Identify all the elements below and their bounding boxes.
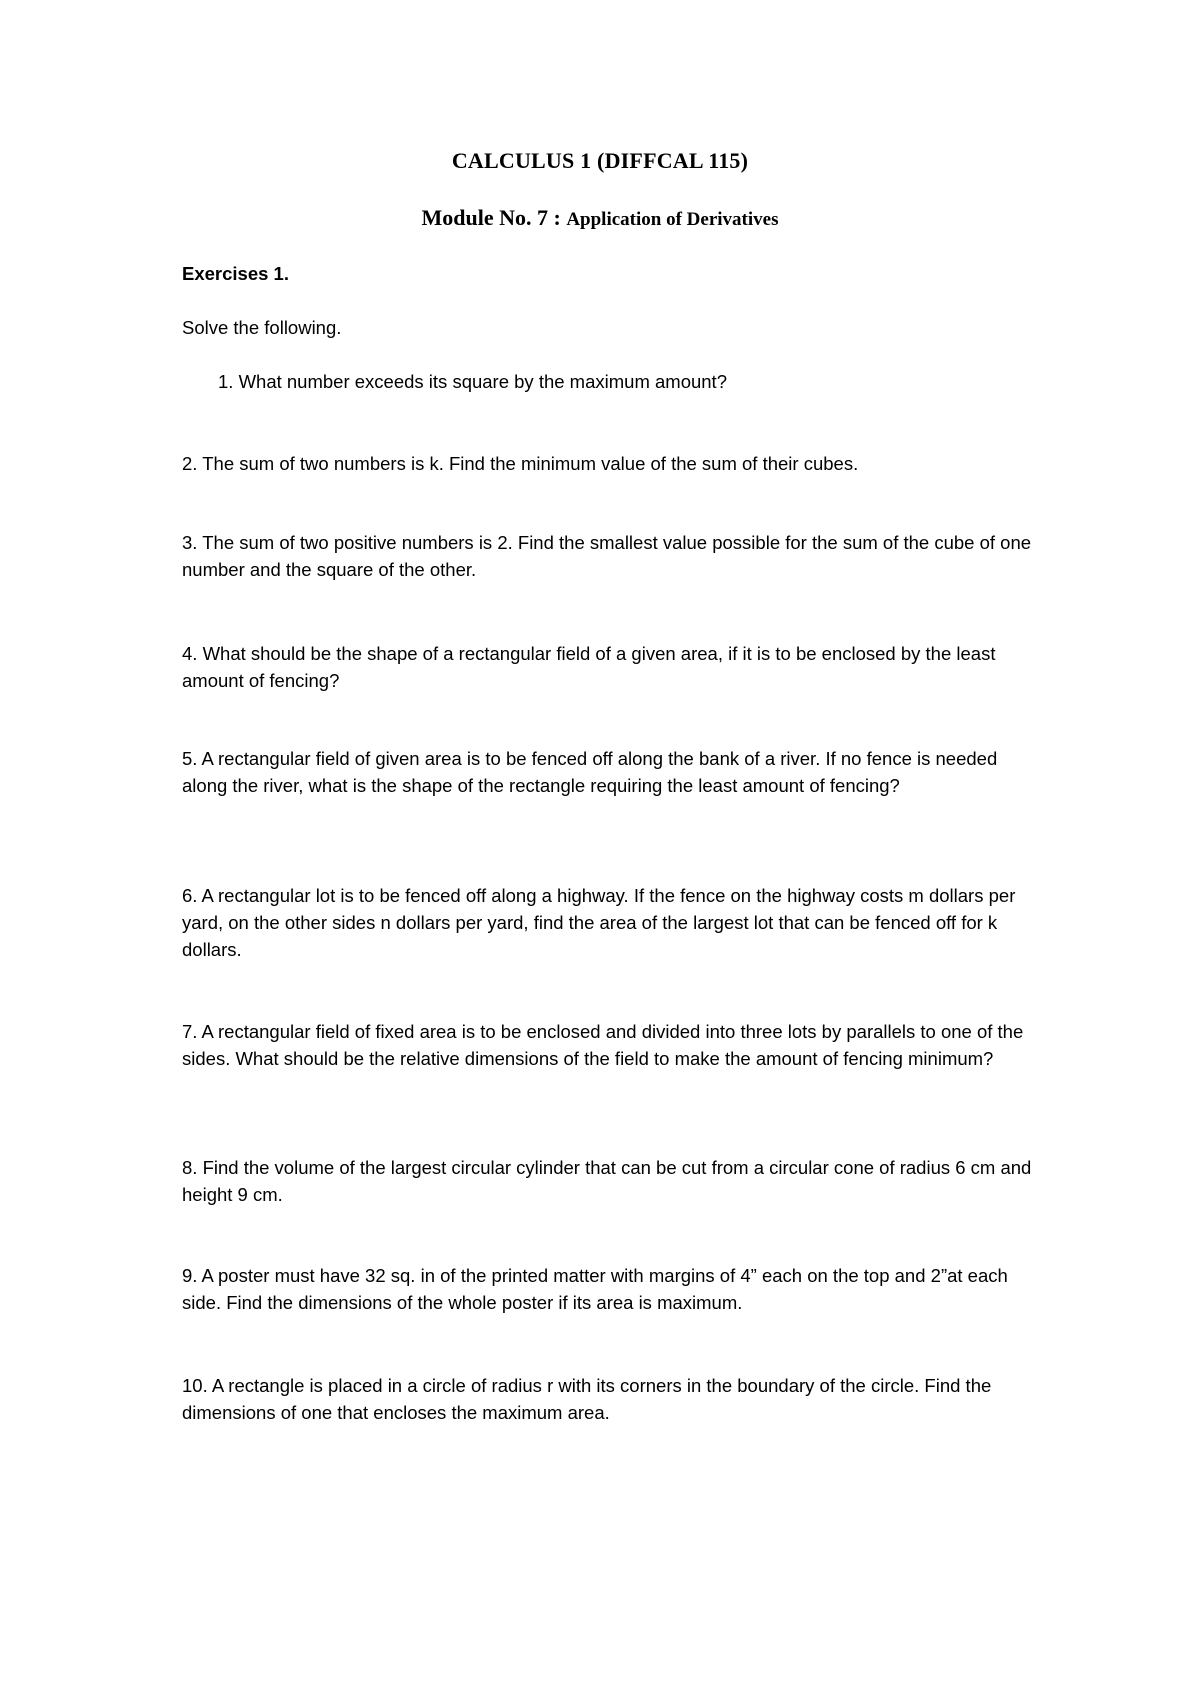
document-title: CALCULUS 1 (DIFFCAL 115) — [451, 148, 749, 173]
question-6: 6. A rectangular lot is to be fenced off along a highway. If the fence on the highway costs m dollars per yard, on the other sides n dollars per yard, find the area of the largest lot that can be fenced off for k dollars. — [182, 885, 1016, 960]
exercises-label: Exercises 1. — [182, 263, 289, 284]
question-8: 8. Find the volume of the largest circular cylinder that can be cut from a circular cone of radius 6 cm and height 9 cm. — [182, 1157, 1032, 1205]
question-7: 7. A rectangular field of fixed area is to be enclosed and divided into three lots by parallels to one of the sides. What should be the relative dimensions of the field to make the amount of fencing minimum? — [182, 1021, 1024, 1069]
module-number: Module No. 7 : — [421, 205, 561, 230]
question-10: 10. A rectangle is placed in a circle of radius r with its corners in the boundary of the circle. Find the dimensions of one that encloses the maximum area. — [182, 1375, 992, 1423]
question-3: 3. The sum of two positive numbers is 2. Find the smallest value possible for the sum of the cube of one number and the square of the other. — [182, 532, 1032, 580]
question-9: 9. A poster must have 32 sq. in of the printed matter with margins of 4” each on the top and 2”at each side. Find the dimensions of the whole poster if its area is maximum. — [182, 1265, 1008, 1313]
question-2: 2. The sum of two numbers is k. Find the minimum value of the sum of their cubes. — [182, 453, 859, 474]
instruction-text: Solve the following. — [182, 317, 342, 338]
module-subtitle — [0, 205, 1200, 231]
module-topic: Application of Derivatives — [566, 209, 779, 230]
question-5: 5. A rectangular field of given area is to be fenced off along the bank of a river. If no fence is needed along the river, what is the shape of the rectangle requiring the least amount of fencing? — [182, 748, 998, 796]
question-1: 1. What number exceeds its square by the maximum amount? — [218, 371, 727, 392]
question-4: 4. What should be the shape of a rectangular field of a given area, if it is to be enclosed by the least amount of fencing? — [182, 643, 996, 691]
